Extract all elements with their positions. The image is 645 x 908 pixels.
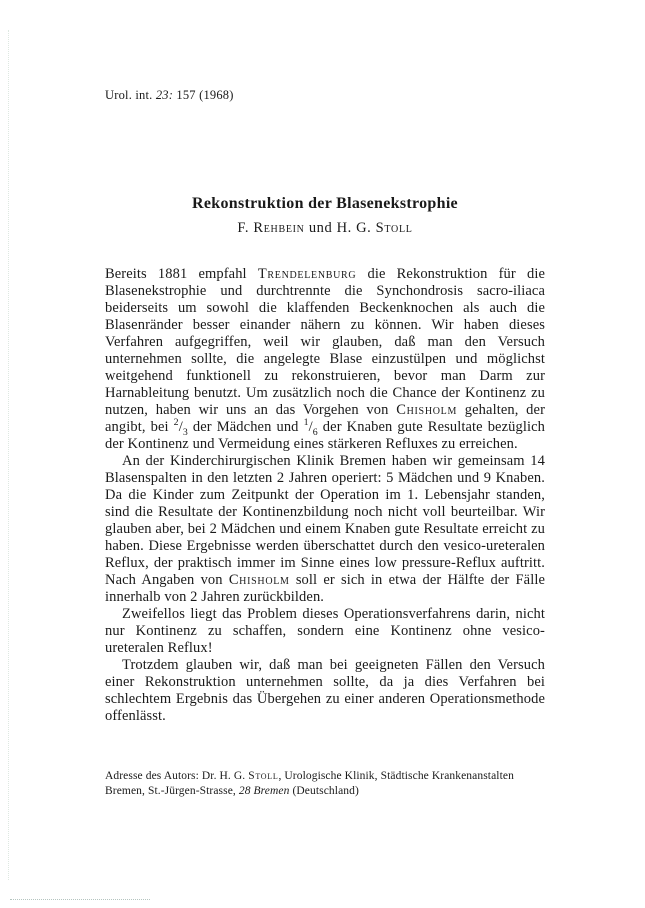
authors-line: F. Rehbein und H. G. Stoll <box>237 220 413 236</box>
address-line-1: Adresse des Autors: Dr. H. G. Stoll, Urologische Klinik, Städtische Krankenanstalten <box>105 770 514 782</box>
scan-bottom-artifact <box>10 899 150 900</box>
author-address-footer <box>105 769 565 799</box>
paragraph-2: An der Kinderchirurgischen Klinik Bremen haben wir gemeinsam 14 Blasenspalten in den letzten 2 Jahren operiert: 5 Mädchen und 9 Knaben. Da die Kinder zum Zeitpunkt der Operation im 1. Lebensjahr standen, sind die Resultate der Kontinenzbildung noch nicht voll beurteilbar. Wir glauben aber, bei 2 Mädchen und einem Knaben gute Resultate erreicht zu haben. Diese Ergebnisse werden überschattet durch den vesico-ureteralen Reflux, der praktisch immer im Sinne eines low pressure-Reflux auftritt. Nach Angaben von Chisholm soll er sich in etwa der Hälfte der Fälle innerhalb von 2 Jahren zurückbilden. <box>105 453 545 605</box>
paragraph-1: Bereits 1881 empfahl Trendelenburg die Rekonstruktion für die Blasenekstrophie und durchtrennte die Synchondrosis sacro-iliaca beiderseits um sowohl die klaffenden Beckenknochen als auch die Blasenränder besser einander nähern zu können. Wir haben dieses Verfahren aufgegriffen, weil wir glauben, daß man den Versuch unternehmen sollte, die angelegte Blase einzustülpen und möglichst weitgehend funktionell zu rekonstruieren, bevor man Darm zur Harnableitung benutzt. Um zusätzlich noch die Chance der Kontinenz zu nutzen, haben wir uns an das Vorgehen von Chisholm gehalten, der angibt, bei $^2/_3$ der Mädchen und $^1/_6$ der Knaben gute Resultate bezüglich der Kontinenz und Vermeidung eines stärkeren Refluxes zu erreichen. <box>105 266 545 452</box>
paragraph-4: Trotzdem glauben wir, daß man bei geeigneten Fällen den Versuch einer Rekonstruktion unternehmen sollte, da ja dies Verfahren bei schlechtem Ergebnis das Übergehen zu einer anderen Operationsmethode offenlässt. <box>105 657 545 724</box>
paragraph-3: Zweifellos liegt das Problem dieses Operationsverfahrens darin, nicht nur Kontinenz zu schaffen, sondern eine Kontinenz ohne vesico-ureteralen Reflux! <box>105 606 545 656</box>
journal-reference: Urol. int. 23: 157 (1968) <box>105 88 234 102</box>
scan-edge-artifact <box>8 30 9 880</box>
article-title: Rekonstruktion der Blasenekstrophie <box>192 194 458 212</box>
article-body <box>105 266 545 725</box>
address-line-2: Bremen, St.-Jürgen-Strasse, 28 Bremen (Deutschland) <box>105 785 359 797</box>
